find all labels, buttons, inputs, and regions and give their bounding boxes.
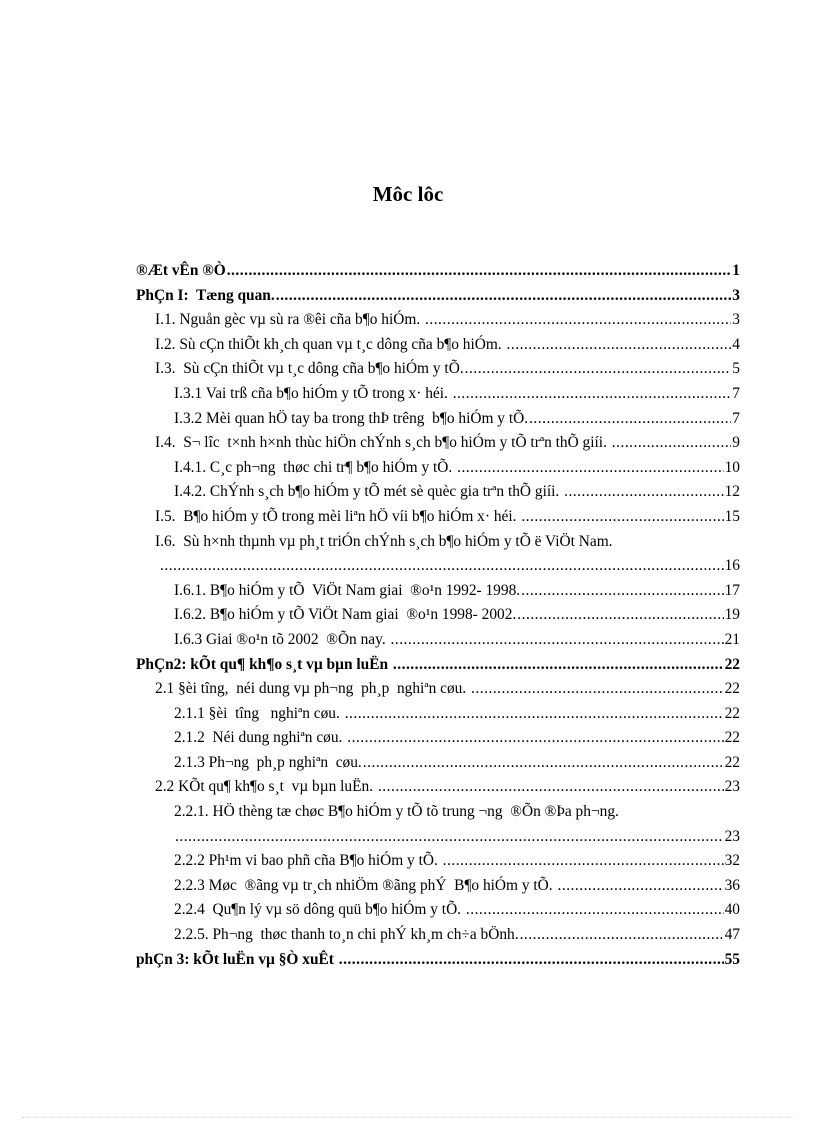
toc-entry xyxy=(136,849,740,874)
toc-page-number: 22 xyxy=(724,753,740,771)
toc-entry-title: 2.2.5. Ph¬ng thøc thanh to¸n chi phÝ kh¸m ch÷a bÖnh. xyxy=(174,926,519,944)
toc-leader-dots xyxy=(457,456,724,481)
toc-entry xyxy=(136,653,740,678)
toc-entry-title: I.5. B¶o hiÓm y tÕ trong mèi liªn hÖ víi b¶o hiÓm x· héi. xyxy=(155,507,521,525)
toc-leader-dots xyxy=(465,357,732,382)
toc-leader-dots xyxy=(160,554,724,579)
table-of-contents xyxy=(136,259,740,972)
toc-entry xyxy=(136,431,740,456)
toc-page-number: 22 xyxy=(724,704,740,722)
toc-page-number: 5 xyxy=(732,360,740,378)
toc-entry xyxy=(136,874,740,899)
toc-entry xyxy=(136,726,740,751)
toc-leader-dots xyxy=(529,407,731,432)
toc-leader-dots xyxy=(471,677,724,702)
toc-page-number: 22 xyxy=(724,729,740,747)
toc-page-number: 1 xyxy=(732,262,740,279)
toc-leader-dots xyxy=(175,825,724,850)
toc-leader-dots xyxy=(339,948,724,973)
toc-page-number: 22 xyxy=(724,655,740,673)
toc-entry xyxy=(136,702,740,727)
page-title: Môc lôc xyxy=(372,182,444,206)
toc-page-number: 9 xyxy=(732,434,740,452)
toc-entry-title: PhÇn2: kÕt qu¶ kh¶o s¸t vµ bµn luËn xyxy=(136,655,392,673)
toc-leader-dots xyxy=(466,898,724,923)
toc-entry xyxy=(136,603,740,628)
toc-page-number: 3 xyxy=(732,286,740,304)
toc-leader-dots xyxy=(425,308,731,333)
toc-leader-dots xyxy=(393,653,724,678)
toc-entry xyxy=(136,259,740,284)
toc-page-number: 15 xyxy=(724,507,740,525)
toc-entry xyxy=(136,579,740,604)
toc-entry-title: 2.2.1. HÖ thèng tæ chøc B¶o hiÓm y tÕ tõ trung ¬ng ®Õn ®Þa ph¬ng. xyxy=(174,803,619,821)
toc-entry-title: I.4. S¬ lîc t×nh h×nh thùc hiÖn chÝnh s¸ch b¶o hiÓm y tÕ trªn thÕ giíi. xyxy=(155,434,611,452)
toc-entry xyxy=(136,751,740,776)
toc-leader-dots xyxy=(507,333,732,358)
toc-entry xyxy=(136,333,740,358)
toc-leader-dots xyxy=(521,505,723,530)
toc-leader-dots xyxy=(391,628,724,653)
toc-entry xyxy=(136,800,740,825)
toc-entry xyxy=(136,923,740,948)
toc-entry xyxy=(136,677,740,702)
toc-entry-title: I.3. Sù cÇn thiÕt vµ t¸c dông cña b¶o hiÓm y tÕ. xyxy=(155,360,464,378)
toc-page-number: 32 xyxy=(724,852,740,870)
toc-entry xyxy=(136,948,740,973)
page-bottom-rule xyxy=(22,1117,794,1118)
toc-leader-dots xyxy=(517,603,723,628)
toc-entry-title: PhÇn I: Tæng quan. xyxy=(136,286,275,304)
toc-entry-title: I.4.2. ChÝnh s¸ch b¶o hiÓm y tÕ mét sè quèc gia trªn thÕ giíi. xyxy=(174,483,564,501)
toc-entry-title: ®Æt vÊn ®Ò xyxy=(136,262,226,279)
toc-entry-title: I.6. Sù h×nh thµnh vµ ph¸t triÓn chÝnh s¸ch b¶o hiÓm y tÕ ë ViÖt Nam. xyxy=(155,532,613,550)
toc-page-number: 23 xyxy=(724,827,740,845)
toc-entry xyxy=(136,628,740,653)
toc-page-number: 4 xyxy=(732,335,740,353)
toc-page-number: 12 xyxy=(724,483,740,501)
toc-page-number: 7 xyxy=(732,409,740,427)
toc-entry-title: 2.1 §èi tîng, néi dung vµ ph¬ng ph¸p nghiªn cøu. xyxy=(155,680,471,698)
toc-entry-title: 2.2.4 Qu¶n lý vµ sö dông quü b¶o hiÓm y tÕ. xyxy=(174,901,465,919)
toc-page-number: 21 xyxy=(724,630,740,648)
toc-entry-title: I.2. Sù cÇn thiÕt kh¸ch quan vµ t¸c dông cña b¶o hiÓm. xyxy=(155,335,506,353)
toc-entry xyxy=(136,505,740,530)
toc-page-number: 40 xyxy=(724,901,740,919)
toc-entry-title: I.6.2. B¶o hiÓm y tÕ ViÖt Nam giai ®o¹n 1998- 2002. xyxy=(174,606,517,624)
toc-entry xyxy=(136,898,740,923)
toc-page-number: 7 xyxy=(732,384,740,402)
toc-entry xyxy=(136,775,740,800)
toc-leader-dots xyxy=(612,431,732,456)
toc-entry-title: 2.1.3 Ph¬ng ph¸p nghiªn cøu. xyxy=(174,753,362,771)
toc-page-number: 36 xyxy=(724,876,740,894)
toc-entry-title: I.1. Nguån gèc vµ sù ra ®êi cña b¶o hiÓm. xyxy=(155,311,425,329)
toc-entry-title: I.6.3 Giai ®o¹n tõ 2002 ®Õn nay. xyxy=(174,630,390,648)
toc-entry-title: phÇn 3: kÕt luËn vµ §Ò xuÊt xyxy=(136,950,338,968)
toc-leader-dots xyxy=(520,923,724,948)
toc-page-number: 19 xyxy=(724,606,740,624)
toc-entry xyxy=(136,382,740,407)
toc-leader-dots xyxy=(453,382,732,407)
toc-page-number: 47 xyxy=(724,926,740,944)
toc-leader-dots xyxy=(276,284,732,309)
toc-entry xyxy=(136,554,740,579)
toc-page-number: 23 xyxy=(724,778,740,796)
toc-leader-dots xyxy=(443,849,724,874)
toc-entry xyxy=(136,308,740,333)
toc-page-number: 10 xyxy=(724,458,740,476)
toc-entry-title: I.4.1. C¸c ph¬ng thøc chi tr¶ b¶o hiÓm y tÕ. xyxy=(174,458,457,476)
toc-entry xyxy=(136,530,740,555)
toc-entry-title: 2.1.1 §èi tîng nghiªn cøu. xyxy=(174,704,344,722)
toc-leader-dots xyxy=(378,775,724,800)
toc-entry-title: I.3.1 Vai trß cña b¶o hiÓm y tÕ trong x· héi. xyxy=(174,384,452,402)
toc-page-number: 3 xyxy=(732,311,740,329)
toc-entry xyxy=(136,456,740,481)
toc-page-number: 16 xyxy=(724,557,740,575)
toc-entry xyxy=(136,357,740,382)
toc-leader-dots xyxy=(227,259,732,284)
toc-entry-title: 2.2.2 Ph¹m vi bao phñ cña B¶o hiÓm y tÕ. xyxy=(174,852,442,870)
toc-leader-dots xyxy=(564,480,724,505)
toc-leader-dots xyxy=(363,751,724,776)
toc-leader-dots xyxy=(558,874,724,899)
toc-entry-title: 2.2.3 Møc ®ãng vµ tr¸ch nhiÖm ®ãng phÝ B¶o hiÓm y tÕ. xyxy=(174,876,557,894)
toc-entry-title: I.3.2 Mèi quan hÖ tay ba trong thÞ trêng b¶o hiÓm y tÕ. xyxy=(174,409,529,427)
toc-page-number: 17 xyxy=(724,581,740,599)
toc-leader-dots xyxy=(521,579,723,604)
toc-leader-dots xyxy=(347,726,723,751)
toc-entry xyxy=(136,825,740,850)
toc-entry-title: I.6.1. B¶o hiÓm y tÕ ViÖt Nam giai ®o¹n 1992- 1998. xyxy=(174,581,521,599)
toc-entry xyxy=(136,480,740,505)
toc-entry xyxy=(136,407,740,432)
toc-entry xyxy=(136,284,740,309)
toc-page-number: 22 xyxy=(724,680,740,698)
toc-entry-title: 2.1.2 Néi dung nghiªn cøu. xyxy=(174,729,347,747)
toc-page-number: 55 xyxy=(724,950,740,968)
toc-leader-dots xyxy=(345,702,724,727)
toc-entry-title: 2.2 KÕt qu¶ kh¶o s¸t vµ bµn luËn. xyxy=(155,778,377,796)
